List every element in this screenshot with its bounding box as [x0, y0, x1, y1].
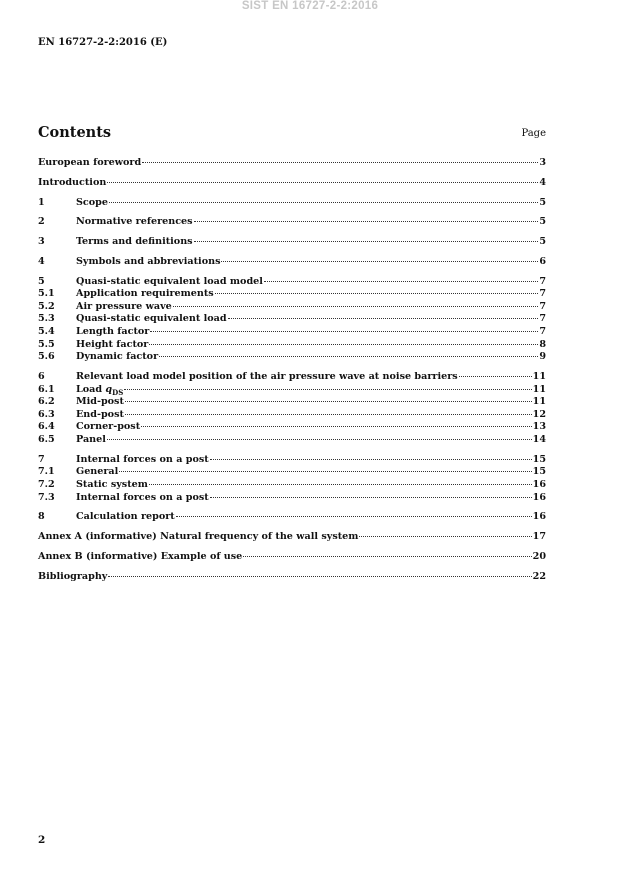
contents-title: Contents — [38, 124, 112, 141]
toc-entry-title: Annex A (informative) Natural frequency of the wall system — [38, 531, 359, 543]
toc-dot-leader — [359, 536, 531, 537]
toc-entry-title: Dynamic factor — [76, 351, 159, 363]
toc-entry-variable: q — [105, 383, 113, 395]
toc-entry-page: 7 — [539, 313, 546, 325]
toc-entry-title: Panel — [76, 434, 106, 445]
table-of-contents — [38, 157, 546, 583]
toc-entry-number: 6.2 — [38, 396, 55, 408]
toc-entry-page: 11 — [532, 396, 546, 408]
toc-entry-number: 6.4 — [38, 421, 55, 433]
toc-entry-number: 1 — [38, 196, 45, 208]
toc-entry[interactable] — [38, 466, 546, 479]
toc-dot-leader — [215, 293, 539, 294]
toc-entry-number: 4 — [38, 255, 45, 267]
toc-entry[interactable] — [38, 434, 546, 447]
toc-entry[interactable] — [38, 421, 546, 434]
toc-entry-number: 7.2 — [38, 478, 55, 490]
toc-entry-title: Introduction — [38, 176, 107, 188]
toc-entry-number: 5 — [38, 275, 45, 287]
toc-entry-number: 5.4 — [38, 326, 55, 338]
toc-entry-page: 15 — [532, 466, 546, 478]
document-id: EN 16727-2-2:2016 (E) — [38, 37, 168, 48]
toc-entry-title: Application requirements — [76, 288, 214, 300]
toc-dot-leader — [228, 318, 539, 319]
toc-entry-title: Scope — [76, 196, 108, 208]
toc-dot-leader — [109, 202, 538, 203]
toc-dot-leader — [221, 261, 538, 262]
toc-entry[interactable] — [38, 256, 546, 269]
toc-entry[interactable] — [38, 384, 546, 397]
toc-entry-page: 20 — [532, 550, 546, 562]
toc-entry-title: Height factor — [76, 338, 149, 350]
toc-entry-title: General — [76, 466, 119, 478]
toc-dot-leader — [243, 556, 531, 557]
toc-entry[interactable] — [38, 531, 546, 544]
toc-dot-leader — [149, 344, 538, 345]
toc-entry[interactable] — [38, 236, 546, 249]
toc-entry-number: 7.3 — [38, 491, 55, 503]
toc-entry[interactable] — [38, 571, 546, 584]
toc-entry-number: 5.3 — [38, 313, 55, 325]
toc-entry[interactable] — [38, 216, 546, 229]
toc-dot-leader — [149, 484, 532, 485]
toc-dot-leader — [142, 162, 538, 163]
toc-dot-leader — [159, 356, 538, 357]
toc-entry[interactable] — [38, 551, 546, 564]
toc-entry-page: 9 — [539, 351, 546, 363]
toc-entry-number: 5.2 — [38, 300, 55, 312]
toc-entry-title: Corner-post — [76, 421, 141, 433]
toc-entry-number: 3 — [38, 236, 45, 248]
toc-entry[interactable] — [38, 492, 546, 505]
toc-entry[interactable] — [38, 276, 546, 289]
toc-dot-leader — [150, 331, 538, 332]
toc-entry-title-text: Load — [76, 383, 103, 395]
toc-dot-leader — [108, 576, 531, 577]
toc-entry-page: 5 — [539, 216, 546, 228]
toc-entry-number: 5.6 — [38, 351, 55, 363]
toc-entry-title: Length factor — [76, 326, 150, 338]
toc-entry-title: Calculation report — [76, 511, 175, 523]
toc-entry-title: Bibliography — [38, 570, 108, 582]
toc-entry[interactable] — [38, 301, 546, 314]
toc-entry[interactable] — [38, 409, 546, 422]
toc-entry-page: 4 — [539, 176, 546, 188]
toc-entry-page: 22 — [532, 570, 546, 582]
toc-entry-title: European foreword — [38, 157, 142, 168]
toc-entry[interactable] — [38, 313, 546, 326]
toc-entry-subscript: DS — [112, 387, 124, 397]
toc-entry-page: 5 — [539, 236, 546, 248]
toc-entry-title: Symbols and abbreviations — [76, 255, 221, 267]
toc-entry-page: 11 — [532, 383, 546, 395]
toc-entry[interactable] — [38, 479, 546, 492]
toc-entry-number: 6.3 — [38, 408, 55, 420]
toc-entry-title: Quasi-static equivalent load — [76, 313, 227, 325]
toc-dot-leader — [107, 439, 532, 440]
toc-entry-page: 7 — [539, 288, 546, 300]
toc-entry-title: Static system — [76, 478, 148, 490]
toc-entry-page: 6 — [539, 255, 546, 267]
toc-entry-page: 16 — [532, 478, 546, 490]
toc-entry-title: Air pressure wave — [76, 300, 172, 312]
toc-dot-leader — [125, 401, 532, 402]
toc-entry-number: 7 — [38, 453, 45, 465]
toc-entry[interactable] — [38, 339, 546, 352]
toc-entry-number: 2 — [38, 216, 45, 228]
toc-dot-leader — [194, 241, 539, 242]
toc-entry-number: 6.1 — [38, 383, 55, 395]
toc-entry-title: Quasi-static equivalent load model — [76, 275, 263, 287]
toc-entry-page: 3 — [539, 157, 546, 168]
toc-entry-title: Relevant load model position of the air pressure wave at noise barriers — [76, 371, 458, 383]
toc-dot-leader — [141, 426, 531, 427]
toc-entry-page: 16 — [532, 511, 546, 523]
toc-dot-leader — [107, 182, 538, 183]
toc-entry[interactable] — [38, 288, 546, 301]
toc-entry-page: 7 — [539, 326, 546, 338]
toc-dot-leader — [210, 497, 532, 498]
toc-entry-number: 5.1 — [38, 288, 55, 300]
toc-entry-number: 5.5 — [38, 338, 55, 350]
toc-entry-page: 7 — [539, 300, 546, 312]
toc-entry-page: 11 — [532, 371, 546, 383]
toc-entry[interactable] — [38, 326, 546, 339]
toc-entry[interactable] — [38, 197, 546, 210]
toc-entry-number: 6 — [38, 371, 45, 383]
toc-entry-number: 8 — [38, 511, 45, 523]
page-number: 2 — [38, 834, 46, 846]
toc-entry-title: End-post — [76, 408, 124, 420]
toc-dot-leader — [173, 306, 539, 307]
toc-entry[interactable] — [38, 177, 546, 190]
page-column-label: Page — [521, 128, 546, 139]
toc-entry-title: Internal forces on a post — [76, 491, 209, 503]
toc-dot-leader — [264, 281, 538, 282]
toc-entry[interactable] — [38, 371, 546, 384]
toc-dot-leader — [176, 516, 532, 517]
toc-entry-page: 12 — [532, 408, 546, 420]
toc-entry[interactable] — [38, 511, 546, 524]
toc-entry[interactable] — [38, 396, 546, 409]
toc-entry-title: Terms and definitions — [76, 236, 193, 248]
toc-entry[interactable] — [38, 454, 546, 467]
toc-entry-number: 6.5 — [38, 434, 55, 445]
toc-entry-page: 7 — [539, 275, 546, 287]
toc-entry-page: 8 — [539, 338, 546, 350]
toc-dot-leader — [459, 376, 532, 377]
toc-entry-page: 15 — [532, 453, 546, 465]
toc-entry-page: 16 — [532, 491, 546, 503]
toc-entry-page: 17 — [532, 531, 546, 543]
toc-entry-page: 13 — [532, 421, 546, 433]
toc-entry-title: Internal forces on a post — [76, 453, 209, 465]
toc-entry-title: Annex B (informative) Example of use — [38, 550, 243, 562]
toc-entry-title: Normative references — [76, 216, 193, 228]
toc-dot-leader — [119, 471, 531, 472]
toc-entry[interactable] — [38, 157, 546, 170]
toc-entry-number: 7.1 — [38, 466, 55, 478]
toc-dot-leader — [125, 414, 532, 415]
toc-entry-page: 5 — [539, 196, 546, 208]
toc-entry-title: Mid-post — [76, 396, 124, 408]
toc-dot-leader — [194, 221, 539, 222]
toc-dot-leader — [124, 389, 531, 390]
toc-entry-page: 14 — [532, 434, 546, 445]
watermark: SIST EN 16727-2-2:2016 — [241, 0, 379, 12]
toc-entry[interactable] — [38, 351, 546, 364]
toc-dot-leader — [210, 459, 532, 460]
